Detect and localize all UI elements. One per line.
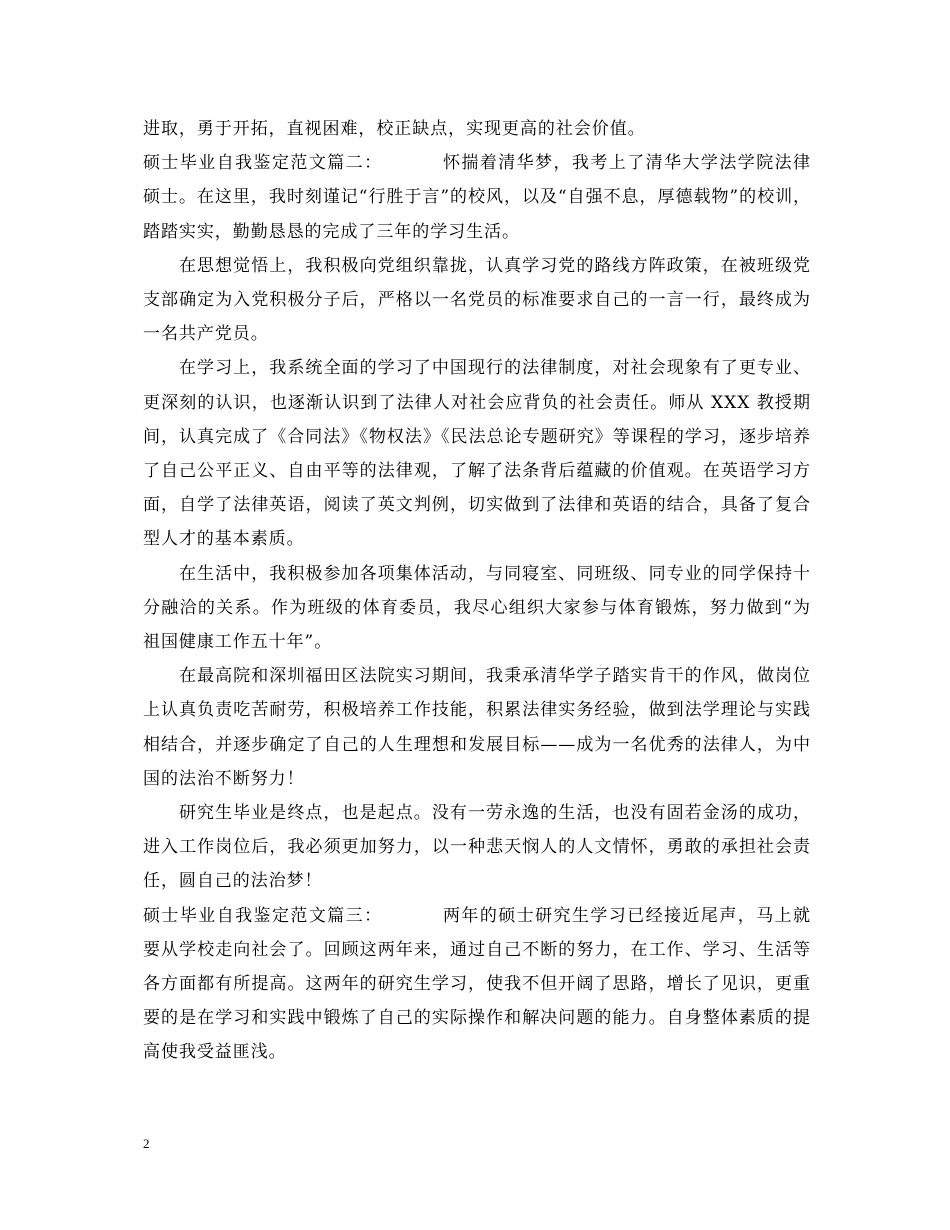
paragraph-text: 在最高院和深圳福田区法院实习期间，我秉承清华学子踏实肯干的作风，做岗位上认真负责吃苦耐劳，积极培养工作技能，积累法律实务经验，做到法学理论与实践相结合，并逐步确定了自己的人生理想和发展目标——成为一名优秀的法律人，为中国的法治不断努力！ <box>143 666 811 789</box>
paragraph-7 <box>143 796 811 899</box>
document-body <box>143 112 811 1070</box>
paragraph-2 <box>143 146 811 249</box>
paragraph-6 <box>143 659 811 796</box>
paragraph-3 <box>143 249 811 352</box>
paragraph-text: 在学习上，我系统全面的学习了中国现行的法律制度，对社会现象有了更专业、更深刻的认识，也逐渐认识到了法律人对社会应背负的社会责任。师从 XXX 教授期间，认真完成了《合同法》《物权法》《民法总论专题研究》等课程的学习，逐步培养了自己公平正义、自由平等的法律观，了解了法条背后蕴藏的价值观。在英语学习方面，自学了法律英语，阅读了英文判例，切实做到了法律和英语的结合，具备了复合型人才的基本素质。 <box>143 358 811 550</box>
paragraph-8 <box>143 899 811 1070</box>
paragraph-5 <box>143 557 811 660</box>
paragraph-text: 在生活中，我积极参加各项集体活动，与同寝室、同班级、同专业的同学保持十分融洽的关系。作为班级的体育委员，我尽心组织大家参与体育锻炼，努力做到“为祖国健康工作五十年”。 <box>143 563 811 653</box>
paragraph-4 <box>143 351 811 556</box>
paragraph-1 <box>143 112 811 146</box>
paragraph-text: 在思想觉悟上，我积极向党组织靠拢，认真学习党的路线方阵政策，在被班级党支部确定为入党积极分子后，严格以一名党员的标准要求自己的一言一行，最终成为一名共产党员。 <box>143 255 811 345</box>
page-number: 2 <box>143 1136 150 1151</box>
paragraph-text: 研究生毕业是终点，也是起点。没有一劳永逸的生活，也没有固若金汤的成功，进入工作岗位后，我必须更加努力，以一种悲天悯人的人文情怀，勇敢的承担社会责任，圆自己的法治梦！ <box>143 803 811 892</box>
section-heading: 硕士毕业自我鉴定范文篇二： <box>143 153 383 174</box>
paragraph-text: 两年的硕士研究生学习已经接近尾声，马上就要从学校走向社会了。回顾这两年来，通过自己不断的努力，在工作、学习、生活等各方面都有所提高。这两年的研究生学习，使我不但开阔了思路，增长了见识，更重要的是在学习和实践中锻炼了自己的实际操作和解决问题的能力。自身整体素质的提高使我受益匪浅。 <box>143 905 811 1063</box>
section-heading: 硕士毕业自我鉴定范文篇三： <box>143 905 383 926</box>
paragraph-text: 进取，勇于开拓，直视困难，校正缺点，实现更高的社会价值。 <box>143 119 646 139</box>
paragraph-text: 怀揣着清华梦，我考上了清华大学法学院法律硕士。在这里，我时刻谨记“行胜于言”的校风，以及“自强不息，厚德载物”的校训，踏踏实实，勤勤恳恳的完成了三年的学习生活。 <box>143 153 811 242</box>
